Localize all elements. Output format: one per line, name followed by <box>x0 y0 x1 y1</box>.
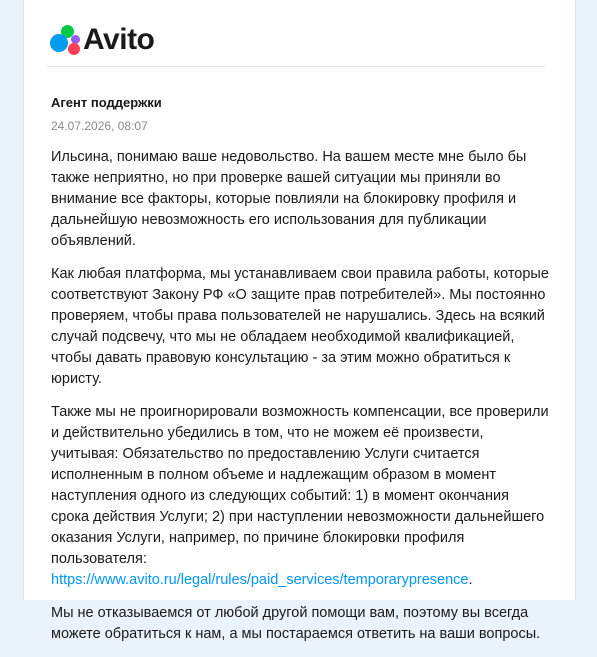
message-paragraph-4: Мы не отказываемся от любой другой помощи вам, поэтому вы всегда можете обратиться к нам, а мы постараемся ответить на ваши вопросы. <box>51 605 541 642</box>
message-card <box>23 0 576 642</box>
message-paragraph-3 <box>51 402 551 591</box>
logo-dot-blue <box>50 34 68 52</box>
logo-dot-red <box>68 43 80 55</box>
message-author: Агент поддержки <box>51 95 162 110</box>
message-body <box>51 147 551 657</box>
link-trailing-punctuation: . <box>468 572 473 588</box>
message-paragraph-3-text: Также мы не проигнорировали возможность компенсации, все проверили и действительно убедились в том, что не можем её произвести, учитывая: Обязательство по предоставлению Услуги считается исполненным в полном объеме и надлежащим образом в момент наступления одного из следующих событий: 1) в момент окончания срока действия Услуги; 2) при наступлении невозможности дальнейшего оказания Услуги, например, по причине блокировки профиля пользователя: <box>51 404 549 567</box>
header-divider <box>47 66 545 67</box>
message-paragraph-1: Ильсина, понимаю ваше недовольство. На вашем месте мне было бы также неприятно, но при проверке вашей ситуации мы приняли во внимание все факторы, которые повлияли на блокировку профиля и дальнейшую невозможность его использования для публикации объявлений. <box>51 149 527 249</box>
message-timestamp: 24.07.2026, 08:07 <box>51 119 148 133</box>
logo-wordmark: Avito <box>83 23 155 56</box>
avito-logo[interactable] <box>50 22 154 58</box>
message-paragraph-2: Как любая платформа, мы устанавливаем свои правила работы, которые соответствуют Закону РФ «О защите прав потребителей». Мы постоянно проверяем, чтобы права пользователей не нарушались. Здесь на всякий случай подсвечу, что мы не обладаем необходимой квалификацией, чтобы давать правовую консультацию - за этим можно обратиться к юристу. <box>51 266 549 387</box>
paid-services-rules-link[interactable]: https://www.avito.ru/legal/rules/paid_services/temporarypresence <box>51 572 469 588</box>
avito-logo-icon <box>50 23 80 57</box>
